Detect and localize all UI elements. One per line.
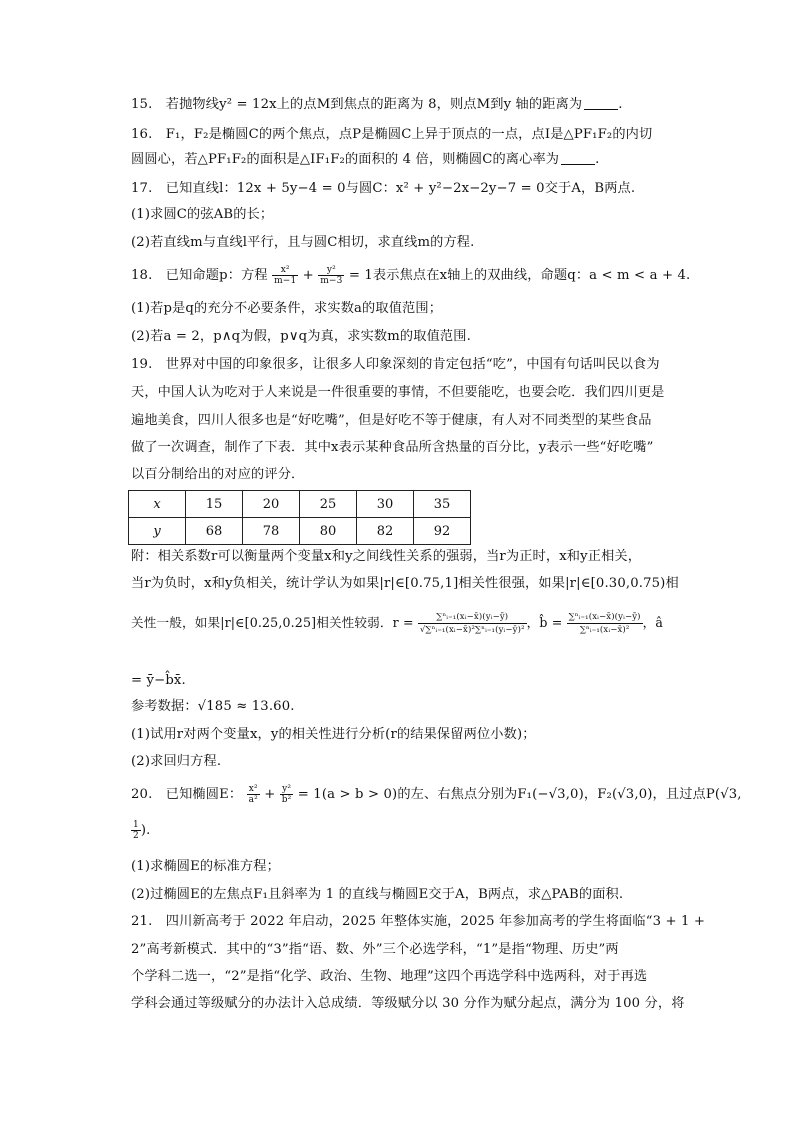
denominator: m−1: [274, 276, 297, 286]
problem-21-line3: 个学科二选一，“2”是指“化学、政治、生物、地理”这四个再选学科中选两科，对于再选: [131, 969, 648, 984]
problem-15-text: 15. 若抛物线y² = 12x上的点M到焦点的距离为 8，则点M到y 轴的距离为: [131, 97, 583, 112]
formula-r: [418, 611, 527, 636]
numerator: ∑ⁿᵢ₌₁(xᵢ−x̄)(yᵢ−ȳ): [418, 611, 527, 624]
problem-20-part1: (1)求椭圆E的标准方程；: [131, 859, 280, 874]
problem-15: [131, 96, 691, 114]
text: 18. 已知命题p：方程: [131, 268, 268, 283]
problem-21-line2: 2”高考新模式．其中的“3”指“语、数、外”三个必选学科，“1”是指“物理、历史”两: [131, 942, 619, 957]
table-cell: 20: [243, 491, 300, 518]
table-cell: 82: [357, 518, 414, 545]
table-row: [129, 491, 471, 518]
denominator: b²: [281, 795, 292, 805]
numerator: ∑ⁿᵢ₌₁(xᵢ−x̄)(yᵢ−ȳ): [568, 612, 641, 622]
problem-19-line1: 19. 世界对中国的印象很多，让很多人印象深刻的肯定包括“吃”，中国有句话叫民以食为: [131, 357, 660, 372]
problem-19-formulas: [131, 606, 691, 644]
text: = 1表示焦点在x轴上的双曲线，命题q：a < m < a + 4.: [348, 268, 691, 283]
problem-20-stem: [131, 784, 742, 806]
table-cell: 30: [357, 491, 414, 518]
table-cell: x: [129, 491, 186, 518]
problem-19-note1: 附：相关系数r可以衡量两个变量x和y之间线性关系的强弱，当r为正时，x和y正相关，: [131, 549, 642, 564]
table-cell: 15: [186, 491, 243, 518]
text: ).: [140, 823, 151, 838]
denominator: a²: [248, 795, 258, 805]
problem-19-part2: (2)求回归方程.: [131, 754, 222, 769]
table-cell: 25: [300, 491, 357, 518]
problem-19-line2: 天，中国人认为吃对于人来说是一件很重要的事情，不但要能吃，也要会吃．我们四川更是: [131, 385, 665, 400]
problem-17-part2: (2)若直线m与直线l平行，且与圆C相切，求直线m的方程.: [131, 235, 475, 250]
table-cell: 68: [186, 518, 243, 545]
problem-16-line1: 16. F₁，F₂是椭圆C的两个焦点，点P是椭圆C上异于顶点的一点，点I是△PF₁F₂的内切: [131, 127, 653, 142]
problem-21-line1: 21. 四川新高考于 2022 年启动，2025 年整体实施，2025 年参加高考的学生将面临“3 + 1 +: [131, 914, 706, 929]
text: 关性一般，如果|r|∈[0.25,0.25]相关性较弱．r =: [131, 615, 414, 630]
numerator: x²: [247, 784, 260, 795]
table-row: [129, 518, 471, 545]
denominator: ∑ⁿᵢ₌₁(xᵢ−x̄)²: [579, 625, 630, 635]
problem-20-part2: (2)过椭圆E的左焦点F₁且斜率为 1 的直线与椭圆E交于A，B两点，求△PAB的面积.: [131, 887, 624, 902]
reference-data: 参考数据：√185 ≈ 13.60.: [131, 699, 295, 714]
text: ，b̂ =: [526, 615, 563, 630]
numerator: x²: [272, 265, 298, 276]
numerator: 1: [133, 820, 139, 830]
table-cell: 80: [300, 518, 357, 545]
table-cell: 92: [414, 518, 471, 545]
formula-b: [567, 611, 643, 636]
plus: +: [264, 787, 276, 802]
problem-18-stem: [131, 265, 691, 287]
denominator: 2: [133, 831, 139, 841]
numerator: y²: [318, 265, 344, 276]
fraction-y2-over-b2: [280, 784, 294, 805]
text: 20. 已知椭圆E：: [131, 787, 243, 802]
problem-16-line2: [131, 151, 691, 169]
problem-19-line4: 做了一次调查，制作了下表．其中x表示某种食品所含热量的百分比，y表示一些“好吃嘴”: [131, 440, 654, 455]
problem-17-stem: 17. 已知直线l：12x + 5y−4 = 0与圆C：x² + y²−2x−2y−7 = 0交于A，B两点.: [131, 181, 636, 196]
problem-19-line5: 以百分制给出的对应的评分．: [131, 467, 305, 482]
fraction-x2-over-m-1: [272, 265, 298, 286]
table-cell: y: [129, 518, 186, 545]
problem-20-point-y: [131, 820, 691, 841]
problem-21-line4: 学科会通过等级赋分的办法计入总成绩．等级赋分以 30 分作为赋分起点，满分为 100 分，将: [131, 996, 685, 1011]
period: .: [618, 97, 623, 112]
answer-blank: [584, 96, 618, 110]
fraction-x2-over-a2: [247, 784, 260, 805]
numerator: y²: [280, 784, 294, 795]
fraction-y2-over-m-3: [318, 265, 344, 286]
text: = 1(a > b > 0)的左、右焦点分别为F₁(−√3,0)，F₂(√3,0)，且过点P(√3,: [297, 787, 742, 802]
problem-19-note2: 当r为负时，x和y负相关，统计学认为如果|r|∈[0.75,1]相关性很强，如果|r|∈[0.30,0.75)相: [131, 576, 679, 591]
fraction-one-half: [131, 820, 141, 841]
answer-blank: [561, 151, 595, 165]
table-cell: 35: [414, 491, 471, 518]
data-table: [128, 490, 471, 545]
problem-16-text: 圆圆心，若△PF₁F₂的面积是△IF₁F₂的面积的 4 倍，则椭圆C的离心率为: [131, 152, 560, 167]
problem-19-part1: (1)试用r对两个变量x，y的相关性进行分析(r的结果保留两位小数)；: [131, 727, 536, 742]
problem-18-part2: (2)若a = 2，p∧q为假，p∨q为真，求实数m的取值范围.: [131, 329, 471, 344]
problem-17-part1: (1)求圆C的弦AB的长；: [131, 207, 274, 222]
problem-18-part1: (1)若p是q的充分不必要条件，求实数a的取值范围；: [131, 301, 443, 316]
period: .: [595, 152, 600, 167]
problem-19-line3: 遍地美食，四川人很多也是“好吃嘴”，但是好吃不等于健康，有人对不同类型的某些食品: [131, 413, 652, 428]
text: ，â: [642, 615, 664, 630]
table-cell: 78: [243, 518, 300, 545]
denominator: √∑ⁿᵢ₌₁(xᵢ−x̄)²∑ⁿᵢ₌₁(yᵢ−ȳ)²: [419, 625, 525, 635]
plus: +: [302, 268, 314, 283]
formula-a: = ȳ−b̂x̄.: [131, 673, 186, 688]
denominator: m−3: [320, 276, 343, 286]
